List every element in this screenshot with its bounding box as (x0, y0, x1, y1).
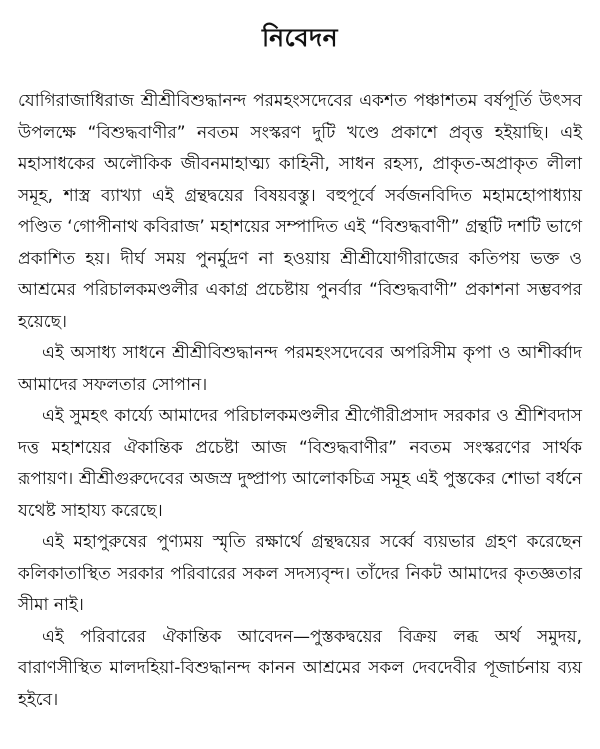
page-title: নিবেদন (261, 23, 339, 52)
paragraph-blessing: এই অসাধ্য সাধনে শ্রীশ্রীবিশুদ্ধানন্দ পরমহংসদেবের অপরিসীম কৃপা ও আশীর্ব্বাদ আমাদের সফলতার সোপান। (18, 343, 582, 395)
paragraph-sponsors: এই মহাপুরুষের পুণ্যময় স্মৃতি রক্ষার্থে গ্রন্থদ্বয়ের সর্ব্বে ব্যয়ভার গ্রহণ করেছেন কলিকাতাস্থিত সরকার পরিবারের সকল সদস্যবৃন্দ। তাঁদের নিকট আমাদের কৃতজ্ঞতার সীমা নাই। (18, 532, 582, 615)
paragraph-appeal: এই পরিবারের ঐকান্তিক আবেদন—পুস্তকদ্বয়ের বিক্রয় লব্ধ অর্থ সমুদয়, বারাণসীস্থিত মালদহিয়া-বিশুদ্ধানন্দ কানন আশ্রমের সকল দেবদেবীর পূজার্চনায় ব্যয় হইবে। (18, 626, 582, 710)
paragraph-intro: যোগিরাজাধিরাজ শ্রীশ্রীবিশুদ্ধানন্দ পরমহংসদেবের একশত পঞ্চাশতম বর্ষপূর্তি উৎসব উপলক্ষে “বিশুদ্ধবাণীর” নবতম সংস্করণ দুটি খণ্ডে প্রকাশে প্রবৃত্ত হইয়াছি। এই মহাসাধকের অলৌকিক জীবনমাহাত্ম্য কাহিনী, সাধন রহস্য, প্রাকৃত-অপ্রাকৃত লীলা সমূহ, শাস্ত্র ব্যাখ্যা এই গ্রন্থদ্বয়ের বিষয়বস্তু। বহুপূর্বে সর্বজনবিদিত মহামহোপাধ্যায় পণ্ডিত ‘গোপীনাথ কবিরাজ’ মহাশয়ের সম্পাদিত এই “বিশুদ্ধবাণী” গ্রন্থটি দশটি ভাগে প্রকাশিত হয়। দীর্ঘ সময় পুনর্মুদ্রণ না হওয়ায় শ্রীশ্রীযোগীরাজের কতিপয় ভক্ত ও আশ্রমের পরিচালকমণ্ডলীর একাগ্র প্রচেষ্টায় পুনর্বার “বিশুদ্ধবাণী” প্রকাশনা সম্ভবপর হয়েছে। (18, 91, 582, 332)
paragraph-effort: এই সুমহৎ কার্য্যে আমাদের পরিচালকমণ্ডলীর শ্রীগৌরীপ্রসাদ সরকার ও শ্রীশিবদাস দত্ত মহাশয়ের ঐকান্তিক প্রচেষ্টা আজ “বিশুদ্ধবাণীর” নবতম সংস্করণের সার্থক রূপায়ণ। শ্রীশ্রীগুরুদেবের অজস্র দুষ্প্রাপ্য আলোকচিত্র সমূহ এই পুস্তকের শোভা বর্ধনে যথেষ্ট সাহায্য করেছে। (18, 406, 582, 521)
